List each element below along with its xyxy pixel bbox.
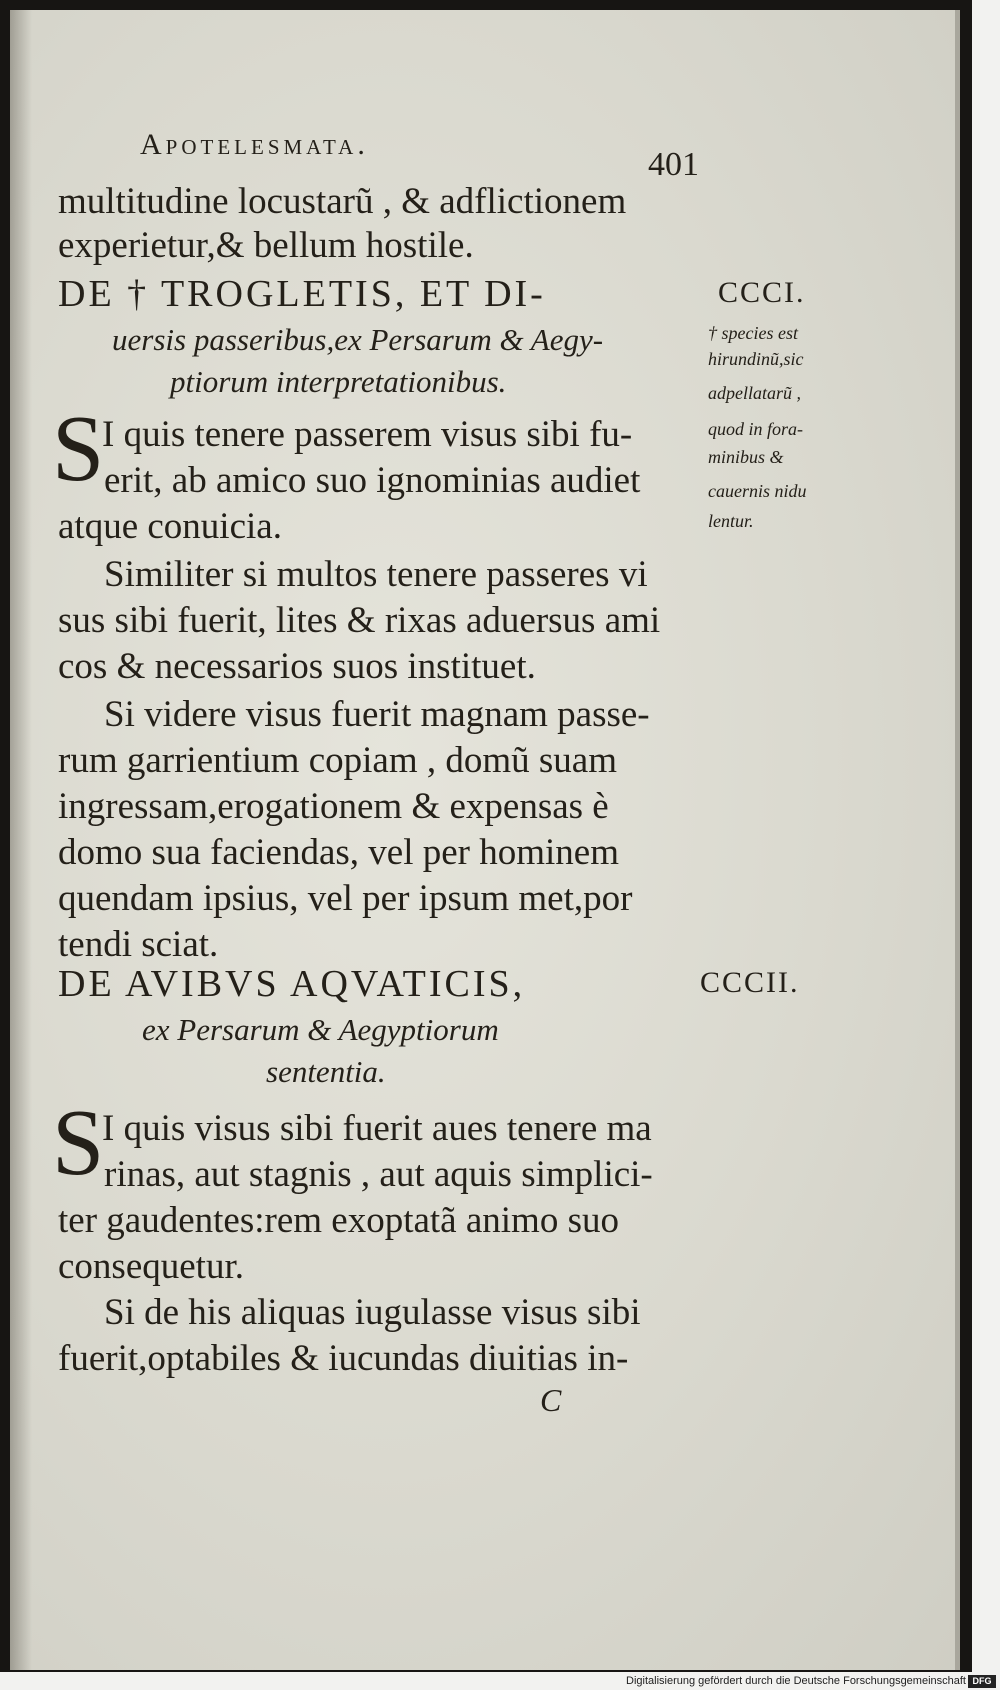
funding-credit: Digitalisierung gefördert durch die Deutsche Forschungsgemeinschaft <box>626 1675 966 1687</box>
body-line: cos & necessarios suos instituet. <box>58 646 536 687</box>
paragraph-first-line: I quis visus sibi fuerit aues tenere ma <box>102 1108 652 1149</box>
section-subheading: ptiorum interpretationibus. <box>170 364 507 399</box>
section-heading: DE AVIBVS AQVATICIS, <box>58 963 526 1005</box>
margin-note-line: quod in fora- <box>708 419 804 439</box>
body-line: atque conuicia. <box>58 506 282 547</box>
catchword: C <box>540 1382 562 1418</box>
body-line: ingressam,erogationem & expensas è <box>58 786 609 827</box>
body-line: Si videre visus fuerit magnam passe- <box>104 694 650 735</box>
body-line: experietur,& bellum hostile. <box>58 225 474 266</box>
body-line: Similiter si multos tenere passeres vi <box>104 554 648 595</box>
body-line: ter gaudentes:rem exoptatã animo suo <box>58 1200 619 1241</box>
dfg-logo: DFG <box>968 1675 996 1688</box>
page-number: 401 <box>648 146 699 183</box>
margin-note-line: cauernis nidu <box>708 481 807 501</box>
body-line: consequetur. <box>58 1246 244 1287</box>
section-number: CCCII. <box>700 966 800 999</box>
section-subheading: sententia. <box>266 1054 386 1089</box>
margin-note-line: adpellatarũ , <box>708 383 801 403</box>
paragraph-first-line: I quis tenere passerem visus sibi fu- <box>102 414 633 455</box>
body-line: rinas, aut stagnis , aut aquis simplici- <box>104 1154 653 1195</box>
body-line: quendam ipsius, vel per ipsum met,por <box>58 878 633 919</box>
body-line: domo sua faciendas, vel per hominem <box>58 832 619 873</box>
margin-note-line: † species est <box>708 323 798 343</box>
footer-bar <box>0 1673 1000 1690</box>
body-line: sus sibi fuerit, lites & rixas aduersus ami <box>58 600 661 641</box>
margin-note-line: lentur. <box>708 511 754 531</box>
body-line: fuerit,optabiles & iucundas diuitias in- <box>58 1338 629 1379</box>
section-heading: DE † TROGLETIS, ET DI- <box>58 273 546 315</box>
margin-note-line: hirundinũ,sic <box>708 349 804 369</box>
margin-note-line: minibus & <box>708 447 784 467</box>
section-number: CCCI. <box>718 276 806 309</box>
body-line: tendi sciat. <box>58 924 219 965</box>
page-gutter-shadow <box>10 10 32 1670</box>
drop-capital: S <box>52 1091 105 1195</box>
running-title: Apotelesmata. <box>140 128 369 161</box>
body-line: rum garrientium copiam , domũ suam <box>58 740 617 781</box>
body-line: erit, ab amico suo ignominias audiet <box>104 460 641 501</box>
drop-capital: S <box>52 397 105 501</box>
body-line: multitudine locustarũ , & adflictionem <box>58 181 627 222</box>
section-subheading: uersis passeribus,ex Persarum & Aegy- <box>112 322 604 357</box>
section-subheading: ex Persarum & Aegyptiorum <box>142 1012 499 1047</box>
body-line: Si de his aliquas iugulasse visus sibi <box>104 1292 641 1333</box>
